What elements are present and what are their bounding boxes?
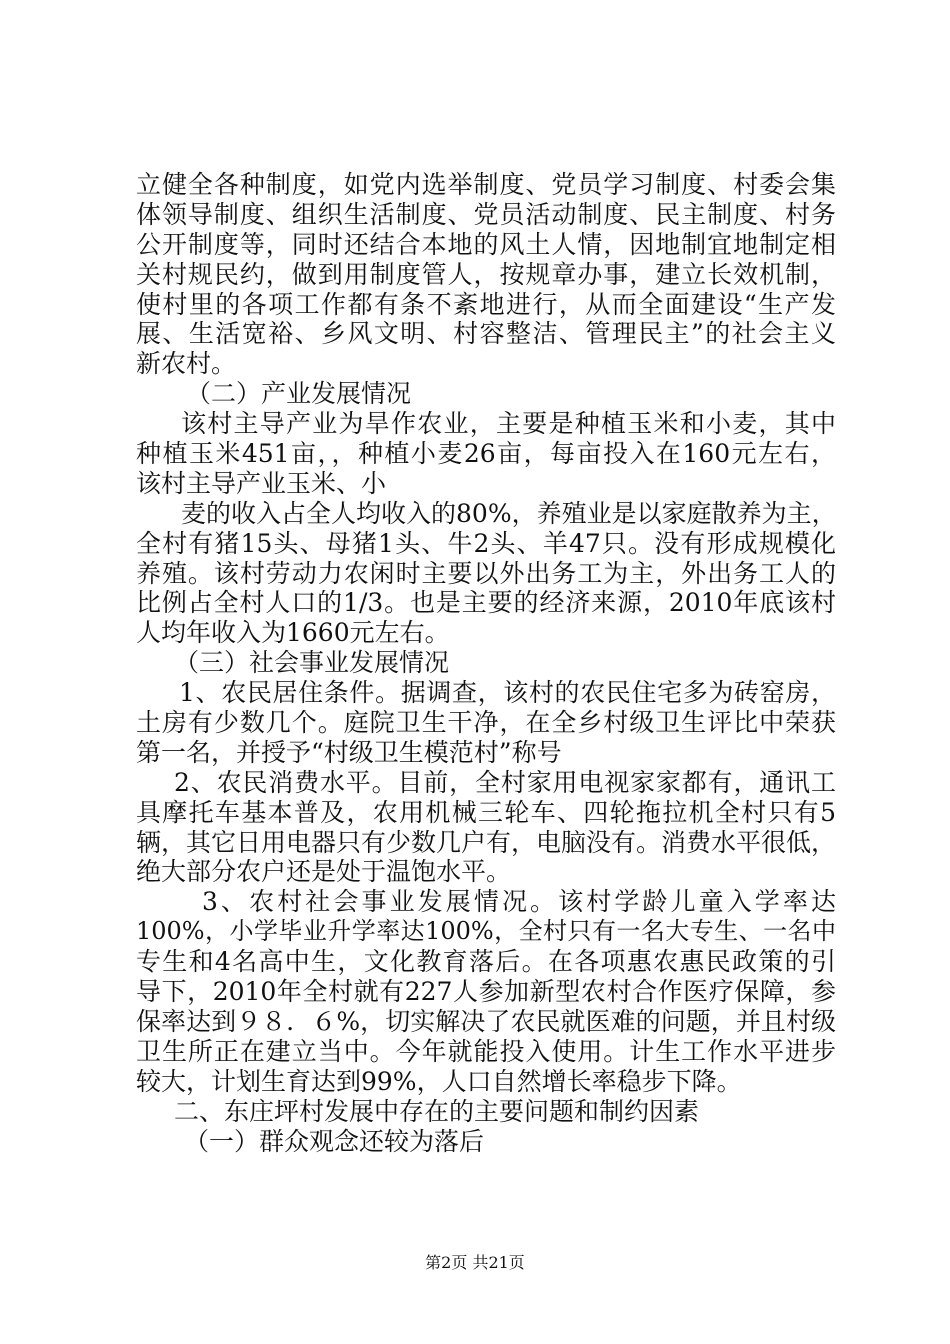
paragraph-end-line: 第一名，并授予“村级卫生模范村”称号 <box>136 737 562 767</box>
text-line: 卫生所正在建立当中。今年就能投入使用。计生工作水平进步 <box>136 1036 836 1066</box>
text-line: 保率达到９８．６%，切实解决了农民就医难的问题，并且村级 <box>136 1006 836 1036</box>
text-line: 公开制度等，同时还结合本地的风土人情，因地制宜地制定相 <box>136 229 836 259</box>
page-number-footer: 第2页 共21页 <box>425 1253 525 1272</box>
text-line: 专生和4名高中生，文化教育落后。在各项惠农惠民政策的引 <box>136 947 836 977</box>
text-line: 具摩托车基本普及，农用机械三轮车、四轮拖拉机全村只有5 <box>136 797 836 827</box>
text-line: 使村里的各项工作都有条不紊地进行，从而全面建设“生产发 <box>136 289 836 319</box>
section-heading: 二、东庄坪村发展中存在的主要问题和制约因素 <box>174 1096 700 1126</box>
paragraph-end-line: 绝大部分农户还是处于温饱水平。 <box>136 857 512 887</box>
text-line: 辆，其它日用电器只有少数几户有，电脑没有。消费水平很低， <box>136 827 837 857</box>
text-line: 导下，2010年全村就有227人参加新型农村合作医疗保障，参 <box>136 977 836 1007</box>
section-heading: （二）产业发展情况 <box>186 379 412 409</box>
paragraph-first-line: 该村主导产业为旱作农业，主要是种植玉米和小麦，其中 <box>181 409 836 439</box>
text-line: 关村规民约，做到用制度管人，按规章办事，建立长效机制， <box>136 259 836 289</box>
paragraph-first-line: 2、农民消费水平。目前，全村家用电视家家都有，通讯工 <box>174 767 836 797</box>
text-line: 土房有少数几个。庭院卫生干净，在全乡村级卫生评比中荣获 <box>136 708 836 738</box>
paragraph-end-line: 新农村。 <box>136 349 237 379</box>
text-line: 种植玉米451亩，，种植小麦26亩，每亩投入在160元左右， <box>136 439 836 469</box>
paragraph-end-line: 该村主导产业玉米、小 <box>136 468 387 498</box>
text-line: 100%，小学毕业升学率达100%，全村只有一名大专生、一名中 <box>136 917 836 946</box>
paragraph-first-line: 1、农民居住条件。据调查，该村的农民住宅多为砖窑房， <box>179 678 836 708</box>
paragraph-first-line: 麦的收入占全人均收入的80%，养殖业是以家庭散养为主， <box>181 498 837 528</box>
text-line: 展、生活宽裕、乡风文明、村容整洁、管理民主”的社会主义 <box>136 319 836 349</box>
text-line: 体领导制度、组织生活制度、党员活动制度、民主制度、村务 <box>136 199 836 229</box>
section-heading: （一）群众观念还较为落后 <box>184 1126 485 1156</box>
paragraph-end-line: 较大，计划生育达到99%，人口自然增长率稳步下降。 <box>136 1066 742 1096</box>
text-line: 比例占全村人口的1/3。也是主要的经济来源，2010年底该村 <box>136 588 836 618</box>
document-body <box>136 170 836 1156</box>
paragraph-first-line: 3、农村社会事业发展情况。该村学龄儿童入学率达 <box>202 887 836 917</box>
paragraph-end-line: 人均年收入为1660元左右。 <box>136 618 450 648</box>
text-line: 立健全各种制度，如党内选举制度、党员学习制度、村委会集 <box>136 170 836 199</box>
section-heading: （三）社会事业发展情况 <box>174 648 450 678</box>
text-line: 养殖。该村劳动力农闲时主要以外出务工为主，外出务工人的 <box>136 558 836 588</box>
text-line: 全村有猪15头、母猪1头、牛2头、羊47只。没有形成规模化 <box>136 528 836 558</box>
